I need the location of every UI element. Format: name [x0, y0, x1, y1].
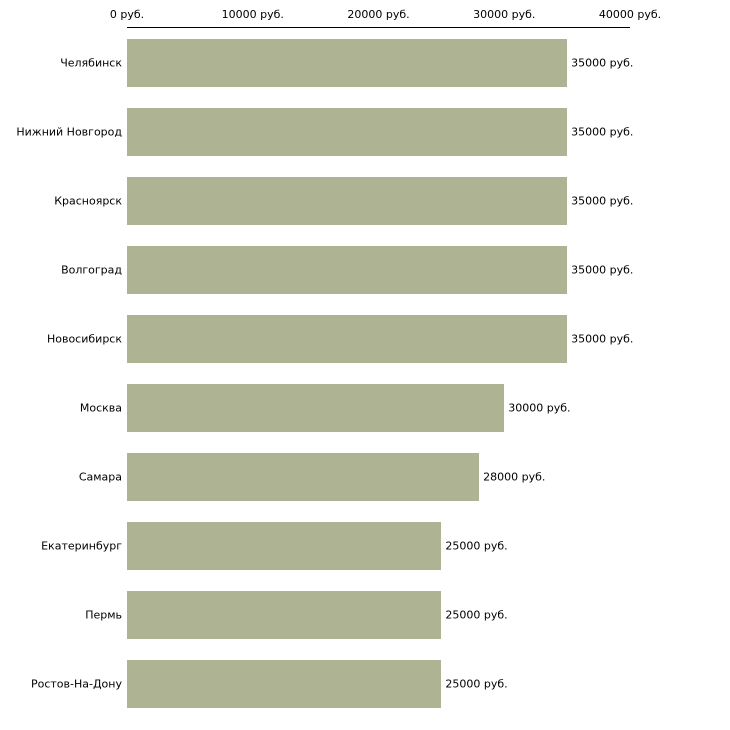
bar-container[interactable] [127, 108, 634, 156]
bar-value-label: 35000 руб. [571, 263, 634, 276]
bar-container[interactable] [127, 453, 546, 501]
bar-row [0, 373, 730, 442]
bar-container[interactable] [127, 522, 508, 570]
category-label: Волгоград [61, 263, 122, 276]
bar-row [0, 235, 730, 304]
category-label: Екатеринбург [41, 539, 122, 552]
bar-container[interactable] [127, 660, 508, 708]
bar-value-label: 35000 руб. [571, 332, 634, 345]
bar-value-label: 30000 руб. [508, 401, 571, 414]
bar-container[interactable] [127, 315, 634, 363]
bar-row [0, 442, 730, 511]
bar-value-label: 35000 руб. [571, 194, 634, 207]
category-label: Самара [78, 470, 122, 483]
category-label: Челябинск [60, 56, 122, 69]
category-label: Москва [79, 401, 122, 414]
bar-row [0, 304, 730, 373]
category-label: Ростов-На-Дону [30, 677, 122, 690]
x-axis-tick-label: 40000 руб. [598, 8, 662, 21]
bar[interactable] [127, 108, 567, 156]
category-label: Красноярск [54, 194, 122, 207]
bar-value-label: 25000 руб. [445, 677, 508, 690]
bar[interactable] [127, 177, 567, 225]
bar-container[interactable] [127, 177, 634, 225]
bar-row [0, 28, 730, 97]
bar-row [0, 649, 730, 718]
x-axis-tick-label: 30000 руб. [473, 8, 536, 21]
bar-row [0, 166, 730, 235]
bar-container[interactable] [127, 246, 634, 294]
bar[interactable] [127, 453, 479, 501]
bar-value-label: 25000 руб. [445, 608, 508, 621]
bar[interactable] [127, 384, 504, 432]
x-axis [0, 0, 730, 28]
bar[interactable] [127, 591, 441, 639]
bar[interactable] [127, 522, 441, 570]
x-axis-tick-label: 10000 руб. [221, 8, 284, 21]
bar-row [0, 97, 730, 166]
bar-container[interactable] [127, 384, 571, 432]
plot-area [0, 28, 730, 718]
bar-value-label: 28000 руб. [483, 470, 546, 483]
bar[interactable] [127, 39, 567, 87]
bar-container[interactable] [127, 591, 508, 639]
x-axis-tick-label: 0 руб. [109, 8, 145, 21]
category-label: Новосибирск [46, 332, 122, 345]
category-label: Нижний Новгород [16, 125, 122, 138]
bar-row [0, 580, 730, 649]
bar-value-label: 35000 руб. [571, 56, 634, 69]
x-axis-tick-label: 20000 руб. [347, 8, 410, 21]
bar-row [0, 511, 730, 580]
bar-value-label: 35000 руб. [571, 125, 634, 138]
bar-container[interactable] [127, 39, 634, 87]
bar[interactable] [127, 660, 441, 708]
category-label: Пермь [85, 608, 122, 621]
bar[interactable] [127, 315, 567, 363]
bar-value-label: 25000 руб. [445, 539, 508, 552]
bar[interactable] [127, 246, 567, 294]
